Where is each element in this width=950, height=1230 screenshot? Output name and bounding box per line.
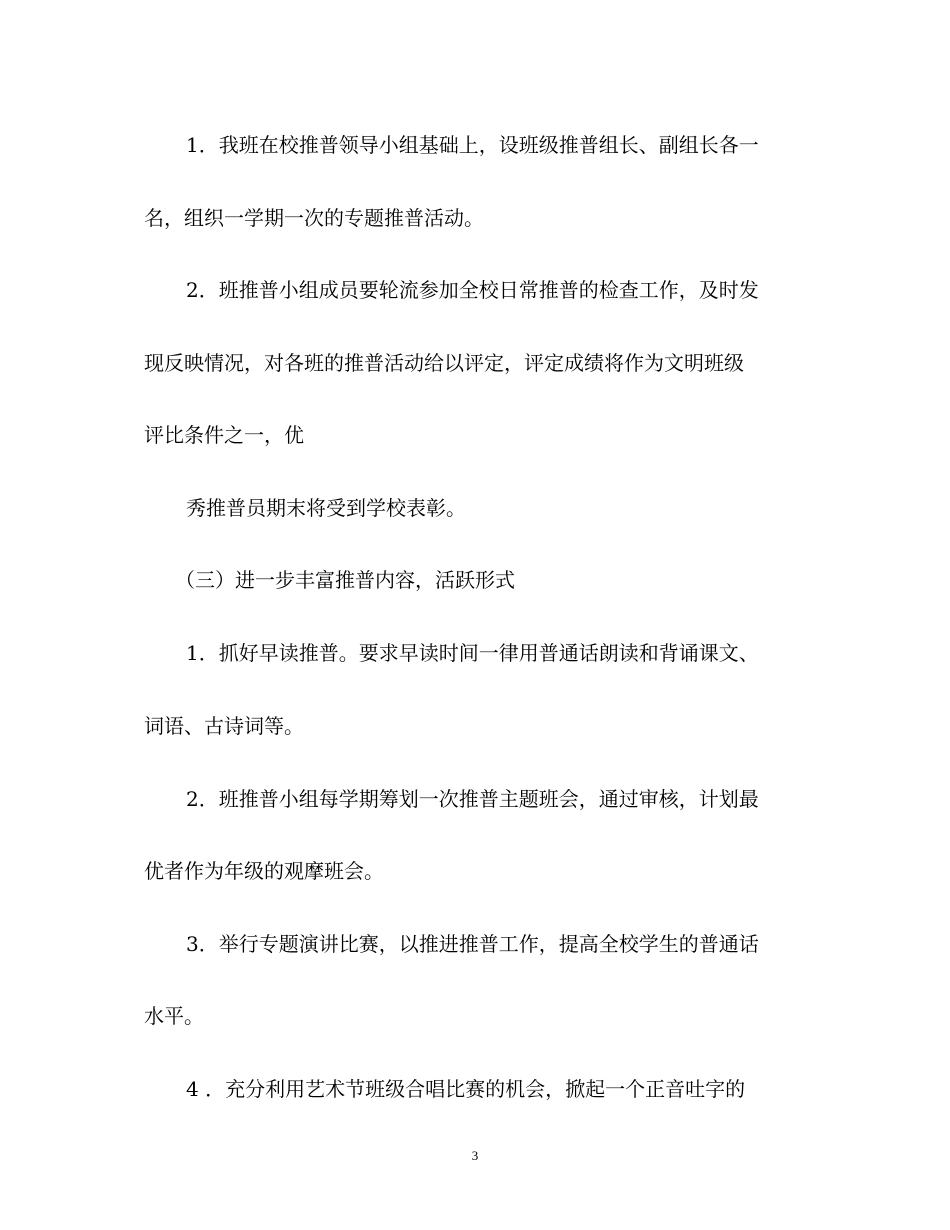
paragraph-line: 名，组织一学期一次的专题推普活动。 bbox=[144, 206, 484, 230]
paragraph-line: 4 ．充分利用艺术节班级合唱比赛的机会，掀起一个正音吐字的 bbox=[186, 1077, 746, 1101]
paragraph-line: 现反映情况，对各班的推普活动给以评定，评定成绩将作为文明班级 bbox=[144, 351, 744, 375]
section-heading: （三）进一步丰富推普内容，活跃形式 bbox=[175, 568, 515, 592]
paragraph-line: 2．班推普小组每学期筹划一次推普主题班会，通过审核，计划最 bbox=[186, 787, 759, 811]
paragraph-line: 词语、古诗词等。 bbox=[144, 714, 304, 738]
page-number: 3 bbox=[471, 1148, 479, 1163]
paragraph-line: 优者作为年级的观摩班会。 bbox=[144, 859, 384, 883]
paragraph-line: 1．我班在校推普领导小组基础上，设班级推普组长、副组长各一 bbox=[186, 133, 759, 157]
paragraph-line: 秀推普员期末将受到学校表彰。 bbox=[186, 496, 466, 520]
paragraph-line: 2．班推普小组成员要轮流参加全校日常推普的检查工作，及时发 bbox=[186, 278, 759, 302]
paragraph-line: 1．抓好早读推普。要求早读时间一律用普通话朗读和背诵课文、 bbox=[186, 641, 759, 665]
paragraph-line: 水平。 bbox=[144, 1004, 204, 1028]
paragraph-line: 评比条件之一，优 bbox=[144, 423, 304, 447]
paragraph-line: 3．举行专题演讲比赛，以推进推普工作，提高全校学生的普通话 bbox=[186, 932, 759, 956]
